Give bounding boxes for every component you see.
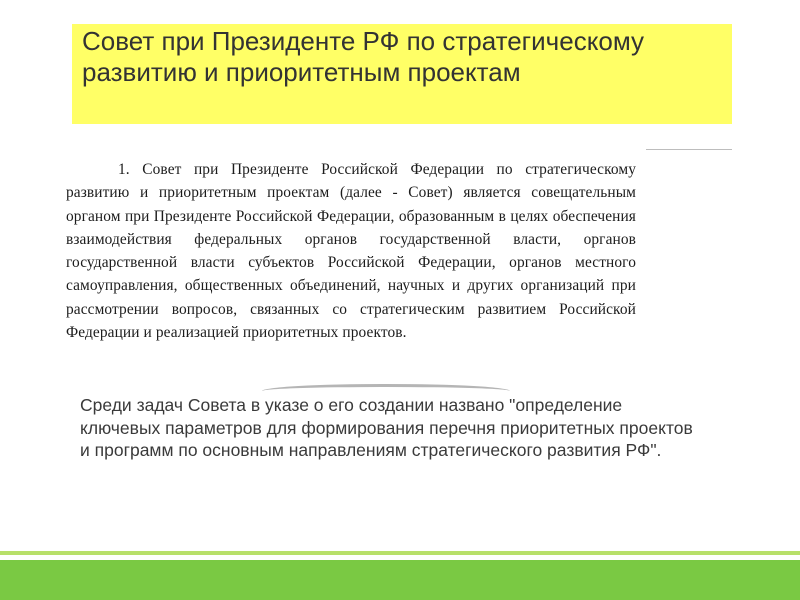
footer-bar: [0, 560, 800, 600]
footer-accent-line: [0, 551, 800, 555]
slide-note: Среди задач Совета в указе о его создании названо "определение ключевых параметров для формирования перечня приоритетных проектов и программ по основным направлениям стратегического развития РФ".: [80, 395, 693, 460]
document-excerpt: 1. Совет при Президенте Российской Федерации по стратегическому развитию и приоритетным проектам (далее - Совет) является совещательным органом при Президенте Российской Федерации, образованным в целях обеспечения взаимодействия федеральных органов государственной власти, органов государственной власти субъектов Российской Федерации, органов местного самоуправления, общественных объединений, научных и других организаций при рассмотрении вопросов, связанных со стратегическим развитием Российской Федерации и реализацией приоритетных проектов.: [66, 161, 636, 342]
slide-title-box: [72, 24, 732, 124]
decorative-rule: [646, 149, 732, 150]
document-scan: [62, 158, 642, 390]
slide-title: Совет при Президенте РФ по стратегическому развитию и приоритетным проектам: [82, 26, 644, 87]
scan-page-curl: [262, 384, 510, 391]
